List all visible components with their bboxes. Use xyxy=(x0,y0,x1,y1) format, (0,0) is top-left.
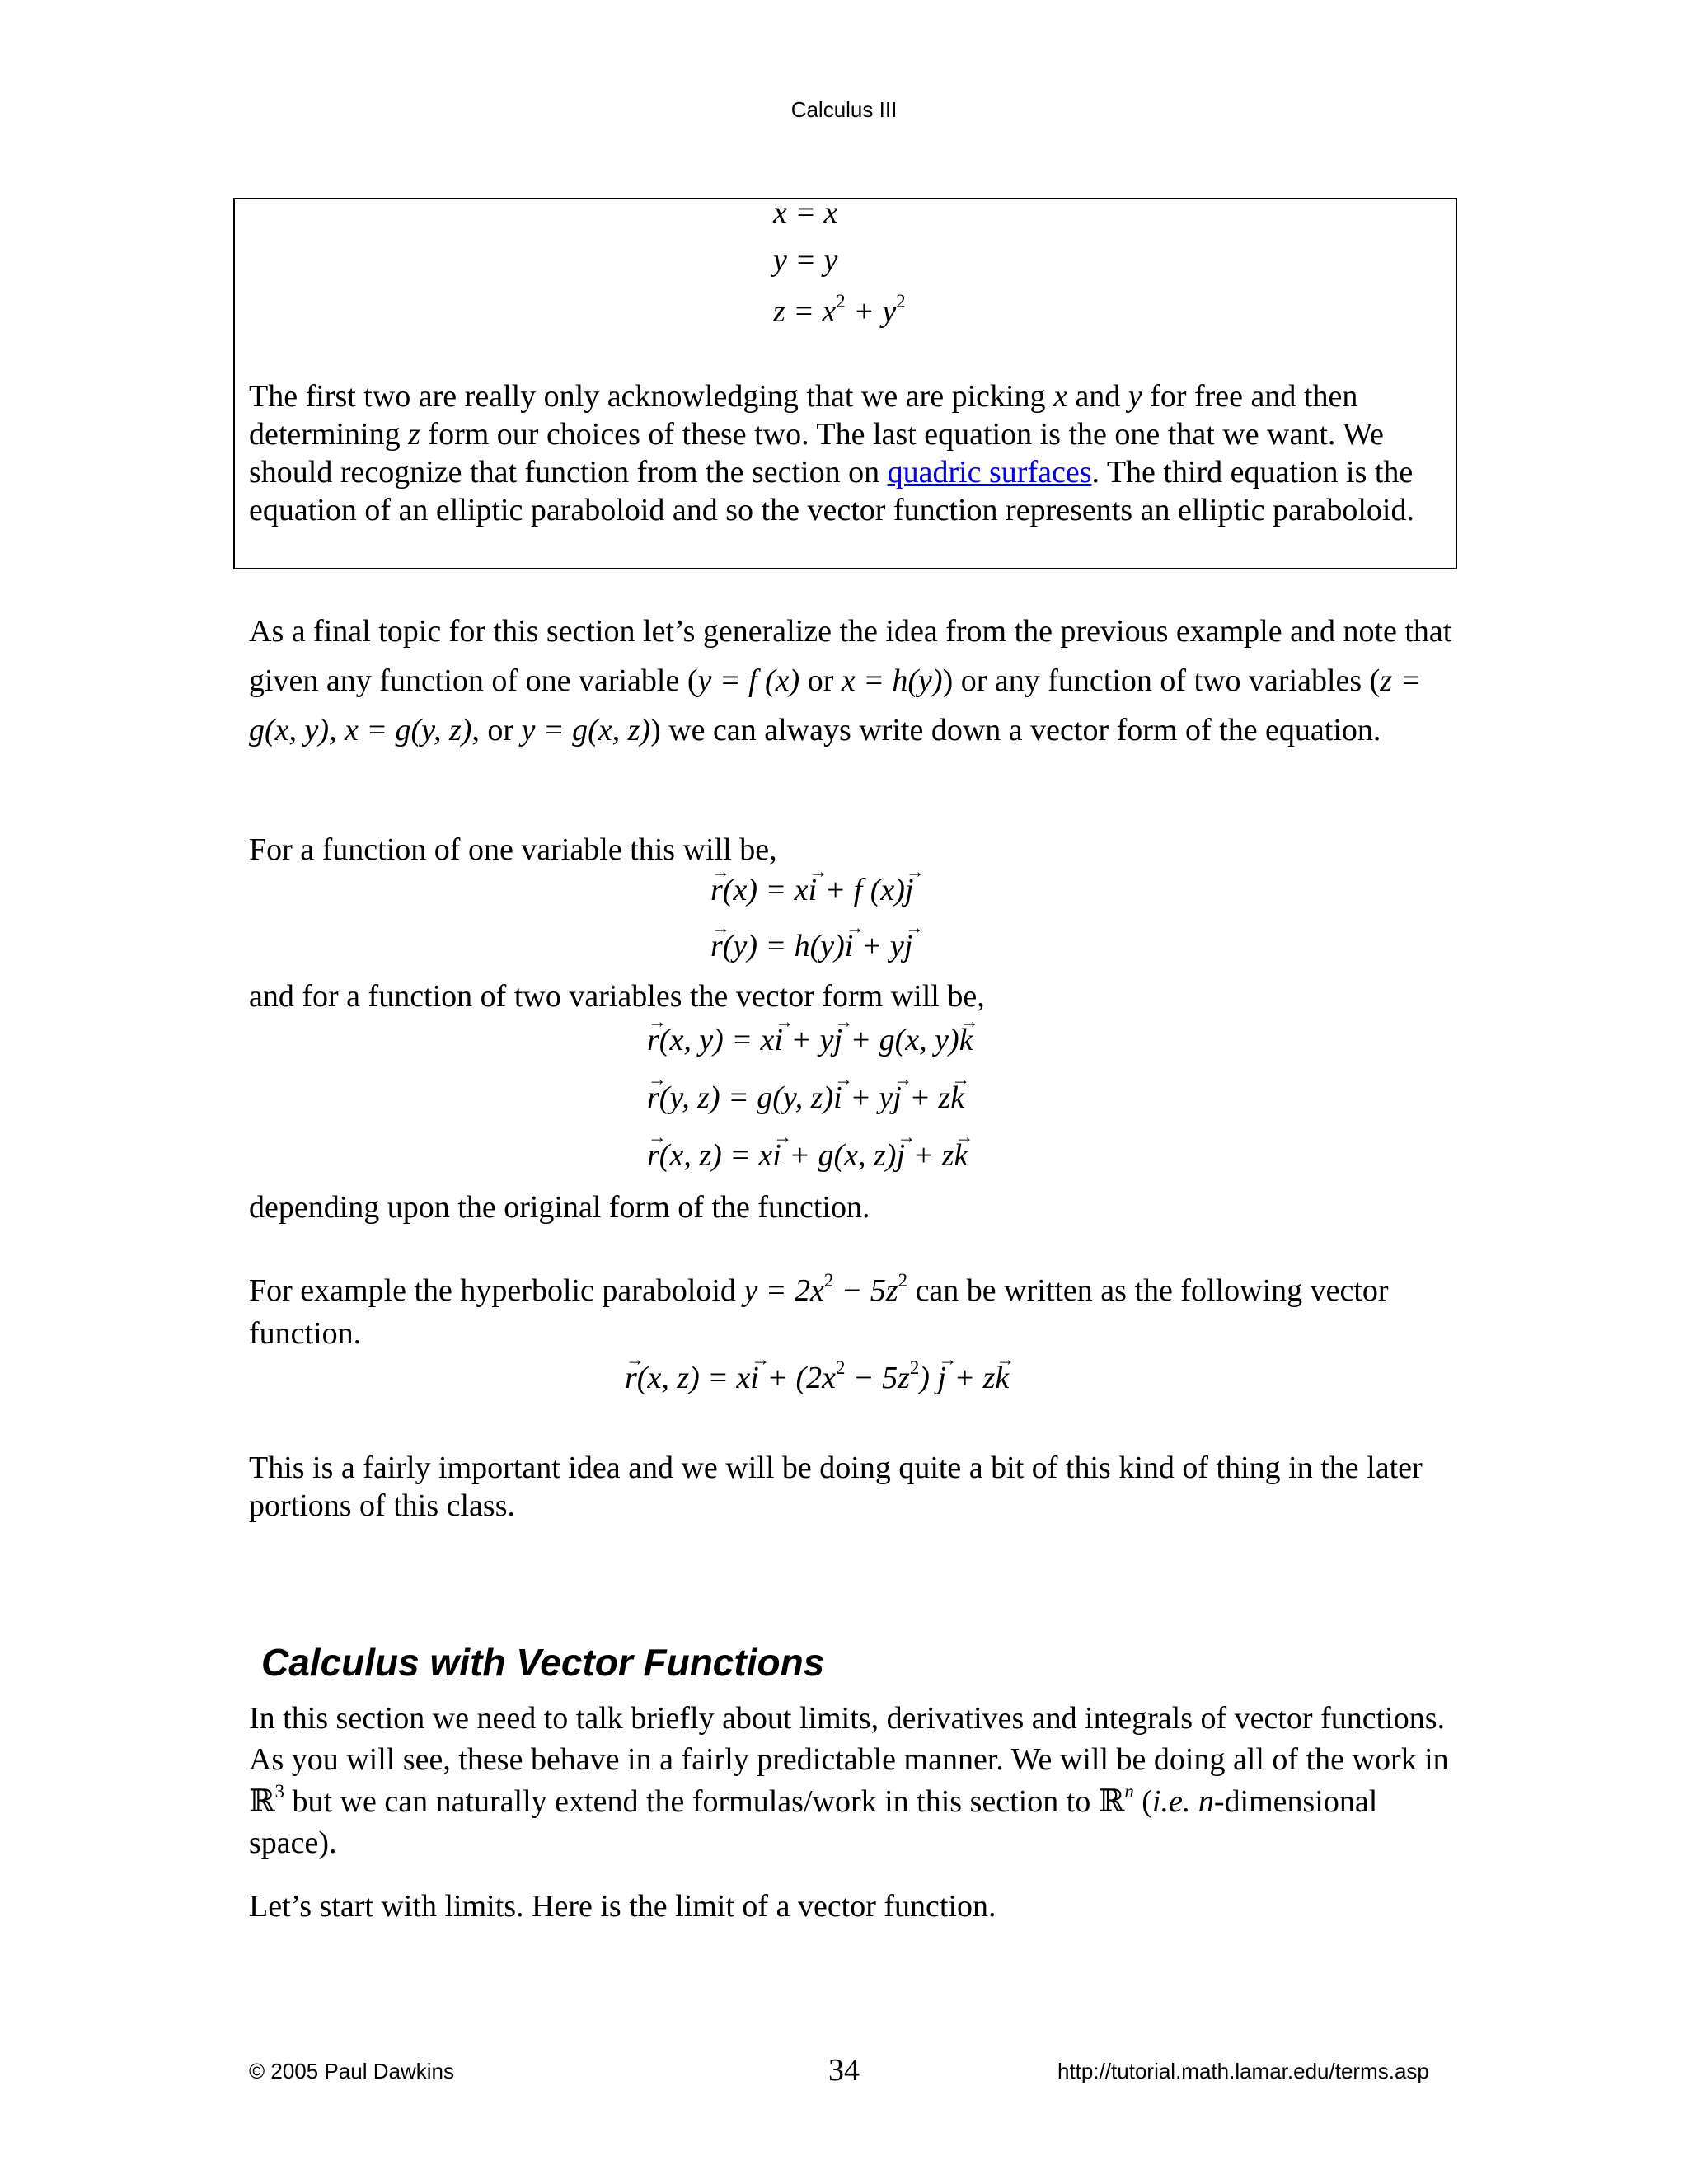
equation-r-of-xy: → r(x, y) = x→ i + y→ j + g(x, y)→ k xyxy=(647,1022,973,1058)
paragraph-depending: depending upon the original form of the function. xyxy=(249,1190,870,1225)
equation-x: x = x xyxy=(773,195,838,230)
equation-r-of-x: → r(x) = x→ i + f (x)→ j xyxy=(710,872,913,908)
paragraph-one-variable: For a function of one variable this will be, xyxy=(249,832,777,867)
page-header: Calculus III xyxy=(790,97,898,122)
paragraph-example: For example the hyperbolic paraboloid $y = 2x^2 - 5z^2$ can be written as the following vector function. xyxy=(249,1269,1389,1351)
equation-r-of-xz: → r(x, z) = x→ i + g(x, z)→ j + z→ k xyxy=(647,1137,968,1174)
equation-y: y = y xyxy=(773,243,838,278)
paragraph-intro: In this section we need to talk briefly about limits, derivatives and integrals of vector functions. As you will see, these behave in a fairly predictable manner. We will be doing all of the work in ℝ$^3$ but we can naturally extend the formulas/work in this section to ℝ$^n$ (i.e. n-dimensional space). xyxy=(249,1701,1449,1860)
footer-url[interactable]: http://tutorial.math.lamar.edu/terms.asp xyxy=(1057,2059,1429,2083)
paragraph-generalize: As a final topic for this section let’s generalize the idea from the previous example and note that given any function of one variable (y = f (x) or x = h(y)) or any function of two variables (z = g(x, y), x = g(y, z), or y = g(x, z)) we can always write down a vector form of the equation. xyxy=(249,614,1452,748)
equation-z: $z = x^2 + y^2$ xyxy=(773,290,906,329)
equation-r-of-yz: → r(y, z) = g(y, z)→ i + y→ j + z→ k xyxy=(647,1080,964,1116)
equation-hyperbolic-paraboloid: → r(x, $z) = x\to i + (2x^2 - 5z^2) \to j + z\to k$ xyxy=(625,1360,1009,1396)
page-number: 34 xyxy=(828,2053,860,2088)
section-heading: Calculus with Vector Functions xyxy=(261,1641,825,1684)
footer-copyright: © 2005 Paul Dawkins xyxy=(249,2059,454,2083)
equation-r-of-y: → r(y) = h(y)→ i + y→ j xyxy=(710,928,912,964)
quadric-surfaces-link[interactable]: quadric surfaces xyxy=(887,455,1092,490)
paragraph-two-variables: and for a function of two variables the vector form will be, xyxy=(249,979,985,1014)
box-paragraph: The first two are really only acknowledging that we are picking x and y for free and then determining z form our choices of these two. The last equation is the one that we want. We should recognize that function from the section on quadric surfaces. The third equation is the equation of an elliptic paraboloid and so the vector function represents an elliptic paraboloid. xyxy=(249,379,1414,527)
paragraph-limits: Let’s start with limits. Here is the limit of a vector function. xyxy=(249,1889,996,1924)
paragraph-important-idea: This is a fairly important idea and we will be doing quite a bit of this kind of thing in the later portions of this class. xyxy=(249,1451,1423,1523)
